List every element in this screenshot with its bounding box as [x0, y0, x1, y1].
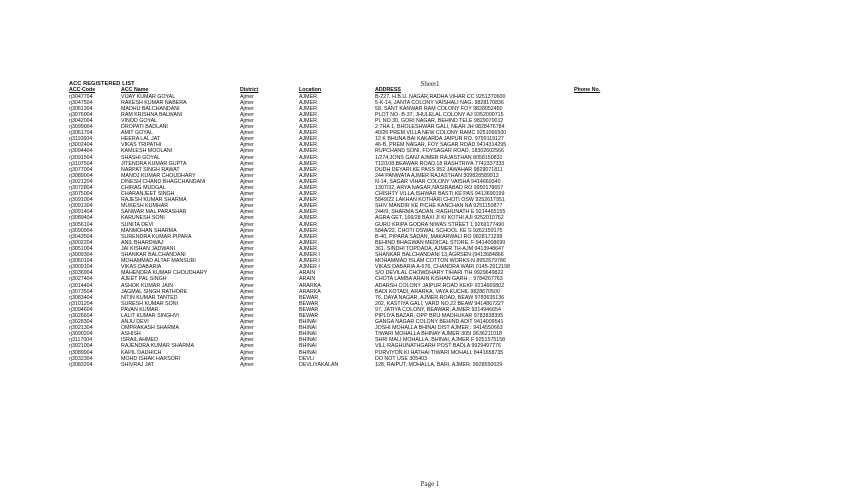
acc-code-cell: rj3036904 — [69, 270, 93, 277]
acc-name-cell: MADHU BALCHANDANI — [121, 105, 180, 112]
location-cell: AJMER — [299, 130, 317, 137]
address-cell: B-40, PIPARA SADAN, MAKARWALI RO 9828171299 — [375, 233, 503, 240]
address-cell: VIKAS DABARIA A-676, CHANDRA WARI 0145-2912198 — [375, 264, 510, 271]
location-cell: AJMER — [299, 148, 317, 155]
acc-name-cell: ASHISH — [121, 331, 141, 338]
acc-code-cell: rj3061304 — [69, 105, 93, 112]
acc-register-table — [69, 87, 675, 368]
location-cell: AJMER — [299, 93, 317, 100]
address-cell: 361, SINDHI TOPDADA, AJMER TH-AJM 9413948647 — [375, 245, 504, 252]
acc-code-cell: rj3060104 — [69, 258, 93, 265]
acc-name-cell: ASHOK KUMAR JAIN — [121, 282, 174, 289]
acc-code-cell: rj3021004 — [69, 343, 93, 350]
location-cell: AJMER — [299, 203, 317, 210]
acc-name-cell: OMPRAKASH SHARMA — [121, 325, 179, 332]
acc-name-cell: MUKESH KUMHAR — [121, 203, 169, 210]
acc-name-cell: AMIT GOYAL — [121, 130, 153, 137]
acc-name-cell: SHASHI GOYAL — [121, 154, 161, 161]
district-cell: Ajmer — [240, 331, 254, 338]
acc-code-cell: rj3014404 — [69, 282, 93, 289]
acc-code-cell: rj3091404 — [69, 209, 93, 216]
location-cell: ARARKA — [299, 282, 321, 289]
acc-name-cell: KAMLESH MOOLANI — [121, 148, 173, 155]
acc-name-cell: PAVAN KUMAR — [121, 306, 159, 313]
acc-name-cell: VIJAY KUMAR GOYAL — [121, 93, 176, 100]
page-footer: Page 1 — [420, 480, 440, 488]
acc-code-cell: rj3090204 — [69, 331, 93, 338]
address-cell: MOHAMMAD ISLAM COTTON WORKS N 8952679786 — [375, 258, 506, 265]
address-cell: BADI KOTADI, ARARKA, VAYA KUCHIL 9828670500 — [375, 288, 500, 295]
district-cell: Ajmer — [240, 306, 254, 313]
address-cell: SHANKAR BALCHANDANI 13,AGRSEN (9413684866 — [375, 252, 504, 259]
location-cell: BHINAI — [299, 349, 317, 356]
acc-code-cell: rj3090904 — [69, 227, 93, 234]
acc-code-cell: rj3099004 — [69, 124, 93, 131]
address-cell: SHRI MALI MOHALLA, BHINAI, AJMER F 9251575158 — [375, 337, 506, 344]
address-cell: VILL RAGHUNATHGARH POST BADLA 9929497776 — [375, 343, 501, 350]
location-cell: BHINAI — [299, 319, 317, 326]
acc-code-cell: rj3027404 — [69, 276, 93, 283]
district-cell: Ajmer — [240, 343, 254, 350]
district-cell: Ajmer — [240, 245, 254, 252]
acc-code-cell: rj3110604 — [69, 136, 93, 143]
acc-code-cell: rj3009304 — [69, 252, 93, 259]
district-cell: Ajmer — [240, 288, 254, 295]
acc-code-cell: rj3043504 — [69, 233, 93, 240]
acc-name-cell: MOHD ISHAK HARSORI — [121, 355, 181, 362]
acc-code-cell: rj3026604 — [69, 312, 93, 319]
acc-code-cell: rj3002204 — [69, 239, 93, 246]
acc-code-cell: rj3042004 — [69, 117, 93, 124]
district-cell: Ajmer — [240, 154, 254, 161]
acc-name-cell: SANWAR MAL PARASHAR — [121, 209, 187, 216]
location-cell: AJMER — [299, 233, 317, 240]
column-header-district: District — [240, 87, 259, 93]
location-cell: AJMER — [299, 124, 317, 131]
acc-name-cell: SURESH KUMAR SONI — [121, 300, 179, 307]
address-cell: N-14, SAGAR VIHAR COLONY VAISHA 9414669340 — [375, 178, 501, 185]
district-cell: Ajmer — [240, 337, 254, 344]
address-cell: AGRA GET, 166/28 BAXI JI KI KOTHI AJI 9252010762 — [375, 215, 504, 222]
column-header-address: ADDRESS — [375, 87, 401, 93]
address-cell: GURU KRIPA GODRA NIWAS STREET 1 9269177490 — [375, 221, 505, 228]
district-cell: Ajmer — [240, 191, 254, 198]
column-header-location: Location — [299, 87, 322, 93]
address-cell: PL NO 30, GORI NAGAR, BEHIND TELE 9829070012 — [375, 117, 504, 124]
acc-code-cell: rj3072804 — [69, 185, 93, 191]
acc-code-cell: rj3077004 — [69, 166, 93, 173]
address-cell: SHIV MANDIR KE PICHE KANCHAN NA 9251150877 — [375, 203, 503, 210]
acc-code-cell: rj3032304 — [69, 355, 93, 362]
acc-code-cell: rj3061704 — [69, 130, 93, 137]
acc-name-cell: ANJU DEVI — [121, 319, 149, 326]
acc-code-cell: rj3009104 — [69, 264, 93, 271]
district-cell: Ajmer — [240, 185, 254, 191]
address-cell: 40/26 PREM VILLA NEW COLONY RAMC 9251066500 — [375, 130, 507, 137]
acc-name-cell: SURENDRA KUMAR PIPARA — [121, 233, 192, 240]
location-cell: ARAIN — [299, 270, 316, 277]
district-cell: Ajmer — [240, 294, 254, 301]
address-cell: B-227, H.B.U. NAGAR,RADHA VIHAR CC 9251370600 — [375, 93, 506, 100]
district-cell: Ajmer — [240, 142, 254, 149]
address-cell: 2 THA 1, BHOLESHWAR GALI, NEAR JH 9828476784 — [375, 124, 505, 131]
acc-name-cell: CHIRAG MUDGAL — [121, 185, 166, 191]
acc-code-cell: rj3091004 — [69, 197, 93, 204]
location-cell: AJMER — [299, 191, 317, 198]
acc-name-cell: DROPATI BADLANI — [121, 124, 168, 131]
location-cell: BEWAR — [299, 306, 319, 313]
district-cell: Ajmer — [240, 233, 254, 240]
acc-code-cell: rj3089904 — [69, 349, 93, 356]
acc-name-cell: HEERA LAL JAT — [121, 136, 161, 143]
location-cell: BHINAI — [299, 343, 317, 350]
location-cell: AJMER — [299, 154, 317, 161]
acc-code-cell: rj3089004 — [69, 172, 93, 179]
address-cell: 1307/32, ARYA NAGAR,NASIRABAD RO 9950178657 — [375, 185, 504, 191]
location-cell: BEWAR — [299, 300, 319, 307]
address-cell: PIPLIYA BAZAR, OPP BRIJ MADHUKAR 9783838395 — [375, 312, 504, 319]
acc-code-cell: rj3101204 — [69, 300, 93, 307]
district-cell: Ajmer — [240, 325, 254, 332]
acc-name-cell: MANOJ KUMAR CHOUDHARY — [121, 172, 196, 179]
district-cell: Ajmer — [240, 349, 254, 356]
column-header-acc-code: ACC Code — [69, 87, 96, 93]
acc-code-cell: rj3094404 — [69, 148, 93, 155]
location-cell: AJMER — [299, 209, 317, 216]
acc-name-cell: RAKESH KUMAR NABERA — [121, 99, 187, 106]
location-cell: AJMER I — [299, 264, 320, 271]
acc-name-cell: SUNITA DEVI — [121, 221, 154, 228]
acc-name-cell: AJEET PAL SINGH — [121, 276, 167, 283]
acc-name-cell: RAJESH KUMAR SHARMA — [121, 197, 187, 204]
district-cell: Ajmer — [240, 264, 254, 271]
acc-code-cell: rj3047704 — [69, 93, 93, 100]
address-cell: RUPCHAND SONI, FOYSAGAR ROAD, 18302602566 — [375, 148, 504, 155]
district-cell: Ajmer — [240, 105, 254, 112]
district-cell: Ajmer — [240, 166, 254, 173]
district-cell: Ajmer — [240, 270, 254, 277]
district-cell: Ajmer — [240, 130, 254, 137]
acc-name-cell: NARPAT SINGH RAWAT — [121, 166, 180, 173]
address-cell: 1/274,JONS GANJ AJMER RAJASTHAN 8058150831 — [375, 154, 503, 161]
location-cell: DEVLIYAKALAN — [299, 361, 339, 368]
acc-code-cell: rj3073504 — [69, 288, 93, 295]
acc-code-cell: rj3091504 — [69, 154, 93, 161]
location-cell: AJMER — [299, 178, 317, 185]
acc-code-cell: rj3089404 — [69, 215, 93, 222]
acc-name-cell: VINOD GOYAL — [121, 117, 158, 124]
address-cell: 97, JATIYA COLONY, BEAWAR, AJMER 9314946654 — [375, 306, 501, 313]
acc-name-cell: RAJENDRA KUMAR SHARMA — [121, 343, 194, 350]
acc-code-cell: rj3083204 — [69, 361, 93, 368]
district-cell: Ajmer — [240, 117, 254, 124]
address-cell: DO NOT USE 305403 — [375, 355, 428, 362]
district-cell: Ajmer — [240, 148, 254, 155]
district-cell: Ajmer — [240, 361, 254, 368]
address-cell: CHISHTY VILLA,ISHWAR BASTI KE PAS 9413690199 — [375, 191, 505, 198]
acc-code-cell: rj3056104 — [69, 221, 93, 228]
location-cell: BHINAI — [299, 337, 317, 344]
phone-cell — [574, 362, 675, 368]
district-cell: Ajmer — [240, 124, 254, 131]
address-cell: 76, DAYA NAGAR, AJMER ROAD, BEAW 9783635136 — [375, 294, 505, 301]
acc-code-cell: rj3047504 — [69, 99, 93, 106]
table-header-row — [69, 87, 675, 94]
district-cell: Ajmer — [240, 239, 254, 246]
acc-code-cell: rj3076004 — [69, 111, 93, 118]
location-cell: AJMER — [299, 215, 317, 222]
acc-code-cell: rj3051004 — [69, 245, 93, 252]
address-cell: 584A/22, CHOTI OSWAL SCHOOL KE S 9262159175 — [375, 227, 503, 234]
location-cell: BHINAI — [299, 331, 317, 338]
address-cell: DUDH DEYARI KE PASS 952 JAWAHAR 9829071811 — [375, 166, 503, 173]
location-cell: AJMER — [299, 111, 317, 118]
location-cell: BHINAI — [299, 325, 317, 332]
acc-code-cell: rj3091304 — [69, 203, 93, 210]
location-cell: AJMER — [299, 185, 317, 191]
location-cell: AJMER — [299, 221, 317, 228]
address-cell: 5849/22 LAKHAN KOTHARI CHOTI OSW 9252617951 — [375, 197, 505, 204]
sheet-title: Sheet1 — [420, 80, 440, 88]
district-cell: Ajmer — [240, 197, 254, 204]
district-cell: Ajmer — [240, 172, 254, 179]
district-cell: Ajmer — [240, 258, 254, 265]
district-cell: Ajmer — [240, 276, 254, 283]
acc-name-cell: JAGMAL SINGH RATHORE — [121, 288, 188, 295]
location-cell: AJMER — [299, 99, 317, 106]
acc-name-cell: ISRAIL AHMED — [121, 337, 158, 344]
acc-name-cell: ANIL BHARDWAJ — [121, 239, 164, 246]
location-cell: AJMER — [299, 227, 317, 234]
address-cell: 712/108,BEAWAR ROAD,18 RASHTRIYA 7742337333 — [375, 160, 505, 167]
district-cell: Ajmer — [240, 221, 254, 228]
district-cell: Ajmer — [240, 99, 254, 106]
district-cell: Ajmer — [240, 93, 254, 100]
acc-code-cell: rj3002404 — [69, 142, 93, 149]
acc-name-cell: SHANKAR BALCHANDANI — [121, 252, 186, 259]
column-header-phone: Phone No. — [574, 87, 601, 93]
location-cell: AJMER — [299, 172, 317, 179]
district-cell: Ajmer — [240, 178, 254, 185]
district-cell: Ajmer — [240, 282, 254, 289]
table-body — [69, 94, 675, 368]
acc-name-cell: DINESH CHAND BHAGCHANDANI — [121, 178, 206, 185]
location-cell: AJMER — [299, 197, 317, 204]
location-cell: DEVLI — [299, 355, 315, 362]
location-cell: AJMER — [299, 166, 317, 173]
acc-name-cell: MOHAMMAD ALTAF MANSURI — [121, 258, 196, 265]
acc-name-cell: JITENDRA KUMAR GUPTA — [121, 160, 187, 167]
address-cell: PLOT NO- B-37, JHULELAL COLONY AJ 9352000715 — [375, 111, 504, 118]
acc-name-cell: SHIVRAJ JAT — [121, 361, 154, 368]
acc-name-cell: KARUNESH SONI — [121, 215, 165, 222]
address-cell: TIWARI MOHALLA BHINAY AJMER 305I 9636211018 — [375, 331, 502, 338]
location-cell: AJMER — [299, 105, 317, 112]
district-cell: Ajmer — [240, 227, 254, 234]
location-cell: ARAIN — [299, 276, 316, 283]
district-cell: Ajmer — [240, 160, 254, 167]
acc-name-cell: VIKAS TRIPATHI — [121, 142, 162, 149]
document-title: ACC REGISTERED LIST — [69, 81, 135, 87]
address-cell: 244 PANWATA AJMER RAJASTHAN 309828589913 — [375, 172, 499, 179]
district-cell: Ajmer — [240, 252, 254, 259]
address-cell: BEHIND BHAGWAN MEDICAL STORE, F 9414008699 — [375, 239, 506, 246]
district-cell: Ajmer — [240, 355, 254, 362]
address-cell: JOSHI MOHALLA BHINAI DIST AJMER : 9414550663 — [375, 325, 503, 332]
district-cell: Ajmer — [240, 300, 254, 307]
acc-code-cell: rj3117004 — [69, 337, 93, 344]
location-cell: AJMER — [299, 136, 317, 143]
district-cell: Ajmer — [240, 215, 254, 222]
location-cell: AJMER I — [299, 258, 320, 265]
location-cell: AJMER — [299, 142, 317, 149]
address-cell: 12 K BHUNA BAI KAKARDA JAIPUR RO. 9799119127 — [375, 136, 504, 143]
acc-code-cell: rj3028304 — [69, 319, 93, 326]
acc-code-cell: rj3107504 — [69, 160, 93, 167]
acc-name-cell: RAM KRISHNA BALWANI — [121, 111, 183, 118]
address-cell: 5-K-14, JANTA COLONY VAISHALI NAG. 9828170836 — [375, 99, 504, 106]
location-cell: AJMER — [299, 245, 317, 252]
column-header-acc-name: ACC Name — [121, 87, 149, 93]
address-cell: PURVIYON KI HATHAI TIWARI MOHALL 8441658735 — [375, 349, 504, 356]
acc-name-cell: JAI KISHAN JADWANI — [121, 245, 175, 252]
acc-name-cell: NITIN KUMAR TANTED — [121, 294, 178, 301]
district-cell: Ajmer — [240, 136, 254, 143]
location-cell: AJMER — [299, 117, 317, 124]
location-cell: AJMER I — [299, 252, 320, 259]
acc-code-cell: rj3094604 — [69, 306, 93, 313]
acc-name-cell: CHARANJEET SINGH — [121, 191, 175, 198]
acc-name-cell: MAHENDRA KUMAR CHOUDHARY — [121, 270, 208, 277]
acc-name-cell: KAPIL DADHICH — [121, 349, 162, 356]
location-cell: ARARKA — [299, 288, 321, 295]
acc-name-cell: MANMOHAN SHARMA — [121, 227, 177, 234]
address-cell: 128, RAIPUT, MOHALLA, BARI, AJMER, 9928550029 — [375, 361, 503, 368]
acc-code-cell: rj3083404 — [69, 294, 93, 301]
address-cell: 202, KASTIYA GALI, VARD NO,22 BEAW 9414867227 — [375, 300, 504, 307]
district-cell: Ajmer — [240, 111, 254, 118]
location-cell: BEWAR — [299, 294, 319, 301]
acc-name-cell: VIKAS DABARIA — [121, 264, 162, 271]
table-row — [69, 362, 675, 368]
address-cell: 58, SANT KANWAR RAM COLONY FOY 9828052450 — [375, 105, 503, 112]
address-cell: S/O DEVILAL CHOWDHARY TIHARI TIH 9929649822 — [375, 270, 504, 277]
acc-name-cell: LALIT KUMAR SINGHVI — [121, 312, 179, 319]
acc-code-cell: rj3021304 — [69, 325, 93, 332]
district-cell: Ajmer — [240, 312, 254, 319]
location-cell: AJMER — [299, 239, 317, 246]
address-cell: 46-B, PREM NAGAR, FOY SAGAR ROAD 9414314295 — [375, 142, 507, 149]
district-cell: Ajmer — [240, 319, 254, 326]
address-cell: CHOTA LAMBA ARAIN KISHAN GARH :: 9784267763 — [375, 276, 503, 283]
address-cell: GANGA NAGAR COLONY BEHIND ADIT 9414009541 — [375, 319, 504, 326]
location-cell: BEWAR — [299, 312, 319, 319]
district-cell: Ajmer — [240, 209, 254, 216]
address-cell: 244/9, SHARMA SADAN, RAGHUNATH E 9214465155 — [375, 209, 506, 216]
acc-code-cell: rj3021204 — [69, 178, 93, 185]
address-cell: ADARSH COLONY JAIPUR ROAD KEKF 9214665802 — [375, 282, 505, 289]
district-cell: Ajmer — [240, 203, 254, 210]
acc-code-cell: rj3075004 — [69, 191, 93, 198]
location-cell: AJMER — [299, 160, 317, 167]
